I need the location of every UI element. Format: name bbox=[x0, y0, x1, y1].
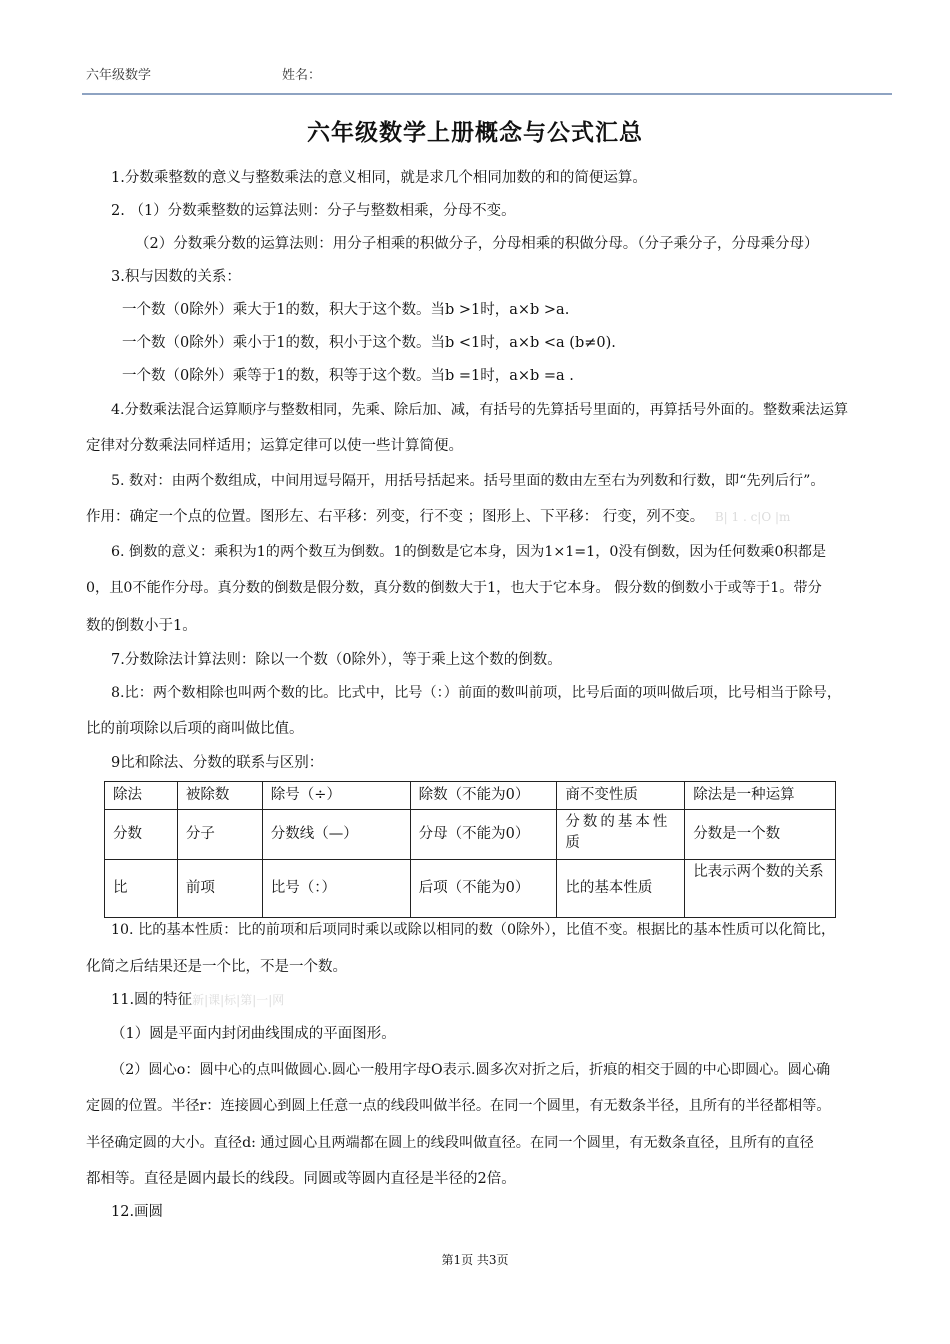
paragraph-12: 12.画圆 bbox=[111, 1204, 164, 1220]
paragraph-11b-3: 半径确定圆的大小。直径d: 通过圆心且两端都在圆上的线段叫做直径。在同一个圆里，有无数条直径，且所有的直径 bbox=[86, 1135, 814, 1151]
watermark-text: B| 1 . c|O |m bbox=[714, 510, 791, 524]
paragraph-4b: 定律对分数乘法同样适用；运算定律可以使一些计算简便。 bbox=[86, 438, 463, 454]
table-cell: 除法是一种运算 bbox=[685, 782, 836, 810]
paragraph-11 bbox=[111, 990, 284, 1010]
paragraph-3c: 一个数（0除外）乘等于1的数，积等于这个数。当b =1时，a×b =a . bbox=[122, 368, 574, 384]
table-cell: 除号（÷） bbox=[262, 782, 410, 810]
paragraph-6c: 数的倒数小于1。 bbox=[86, 618, 197, 634]
table-cell: 除数（不能为0） bbox=[410, 782, 557, 810]
paragraph-11-text: 11.圆的特征 bbox=[111, 992, 193, 1008]
paragraph-8a: 8.比：两个数相除也叫两个数的比。比式中，比号（：）前面的数叫前项，比号后面的项叫做后项，比号相当于除号， bbox=[111, 685, 842, 701]
table-cell: 分母（不能为0） bbox=[410, 810, 557, 860]
paragraph-10a: 10. 比的基本性质：比的前项和后项同时乘以或除以相同的数（0除外），比值不变。根据比的基本性质可以化简比， bbox=[111, 922, 836, 938]
table-row bbox=[105, 810, 836, 860]
paragraph-8b: 比的前项除以后项的商叫做比值。 bbox=[86, 721, 304, 737]
table-cell: 比的基本性质 bbox=[557, 860, 685, 918]
page-title: 六年级数学上册概念与公式汇总 bbox=[307, 120, 643, 146]
paragraph-3b: 一个数（0除外）乘小于1的数，积小于这个数。当b <1时，a×b <a (b≠0). bbox=[122, 335, 616, 351]
table-cell: 比 bbox=[105, 860, 178, 918]
table-row bbox=[105, 860, 836, 918]
table-cell: 分子 bbox=[177, 810, 262, 860]
paragraph-2a: 2. （1）分数乘整数的运算法则：分子与整数相乘，分母不变。 bbox=[111, 203, 516, 219]
paragraph-2b: （2）分数乘分数的运算法则：用分子相乘的积做分子，分母相乘的积做分母。（分子乘分子，分母乘分母） bbox=[135, 236, 819, 252]
table-cell: 商不变性质 bbox=[557, 782, 685, 810]
paragraph-5a: 5. 数对：由两个数组成，中间用逗号隔开，用括号括起来。括号里面的数由左至右为列数和行数，即“先列后行”。 bbox=[111, 473, 825, 489]
paragraph-11b-1: （2）圆心o：圆中心的点叫做圆心.圆心一般用字母O表示.圆多次对折之后，折痕的相交于圆的中心即圆心。圆心确 bbox=[111, 1062, 831, 1078]
paragraph-11b-2: 定圆的位置。半径r：连接圆心到圆上任意一点的线段叫做半径。在同一个圆里，有无数条半径，且所有的半径都相等。 bbox=[86, 1098, 831, 1114]
paragraph-5b-text: 作用：确定一个点的位置。图形左、右平移：列变，行不变 ；图形上、下平移： 行变，列不变。 bbox=[86, 509, 705, 525]
paragraph-3a: 一个数（0除外）乘大于1的数，积大于这个数。当b >1时，a×b >a. bbox=[122, 302, 570, 318]
paragraph-11a: （1）圆是平面内封闭曲线围成的平面图形。 bbox=[111, 1026, 396, 1042]
table-cell: 前项 bbox=[177, 860, 262, 918]
watermark-text: 新|课|标|第|一|网 bbox=[192, 993, 285, 1007]
table-cell: 比表示两个数的关系 bbox=[685, 860, 836, 918]
table-cell: 后项（不能为0） bbox=[410, 860, 557, 918]
page-number: 第1页 共3页 bbox=[441, 1253, 509, 1267]
header-subject: 六年级数学 bbox=[86, 68, 152, 83]
paragraph-7: 7.分数除法计算法则：除以一个数（0除外），等于乘上这个数的倒数。 bbox=[111, 652, 562, 668]
table-cell: 被除数 bbox=[177, 782, 262, 810]
paragraph-9: 9比和除法、分数的联系与区别： bbox=[111, 755, 324, 771]
header-name-label: 姓名： bbox=[282, 68, 322, 83]
paragraph-5b bbox=[86, 507, 790, 527]
paragraph-6a: 6. 倒数的意义：乘积为1的两个数互为倒数。1的倒数是它本身，因为1×1=1，0没有倒数，因为任何数乘0积都是 bbox=[111, 544, 827, 560]
table-cell: 分数线（—） bbox=[262, 810, 410, 860]
table-cell: 除法 bbox=[105, 782, 178, 810]
table-cell: 比号（：） bbox=[262, 860, 410, 918]
table-cell: 分数 bbox=[105, 810, 178, 860]
table-row bbox=[105, 782, 836, 810]
paragraph-3: 3.积与因数的关系： bbox=[111, 269, 241, 285]
paragraph-1: 1.分数乘整数的意义与整数乘法的意义相同，就是求几个相同加数的和的简便运算。 bbox=[111, 170, 647, 186]
table-cell: 分数是一个数 bbox=[685, 810, 836, 860]
header-divider bbox=[82, 93, 892, 95]
paragraph-6b: 0，且0不能作分母。真分数的倒数是假分数，真分数的倒数大于1，也大于它本身。 假分数的倒数小于或等于1。带分 bbox=[86, 580, 822, 596]
paragraph-11b-4: 都相等。直径是圆内最长的线段。同圆或等圆内直径是半径的2倍。 bbox=[86, 1171, 516, 1187]
table-cell: 分数的基本性质 bbox=[557, 810, 685, 860]
paragraph-10b: 化简之后结果还是一个比，不是一个数。 bbox=[86, 959, 347, 975]
comparison-table bbox=[104, 781, 836, 918]
paragraph-4a: 4.分数乘法混合运算顺序与整数相同，先乘、除后加、减，有括号的先算括号里面的，再算括号外面的。整数乘法运算 bbox=[111, 402, 849, 418]
